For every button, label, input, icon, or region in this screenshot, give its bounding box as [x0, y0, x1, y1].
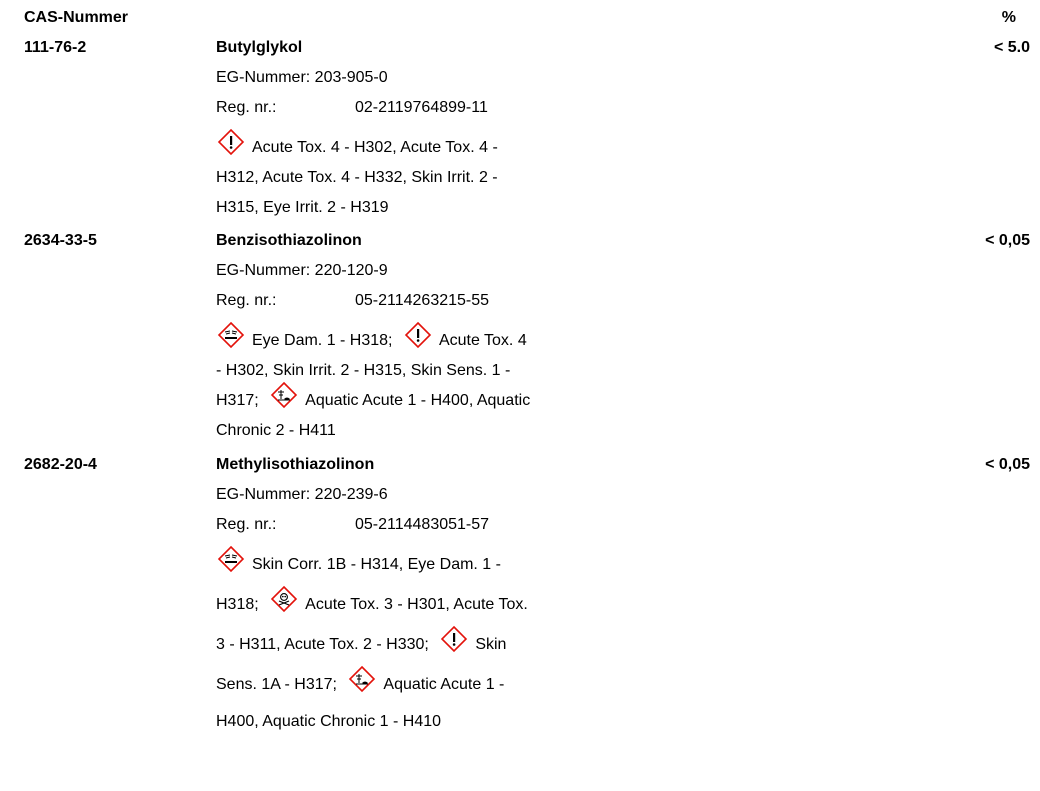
hazard-line — [0, 416, 1040, 446]
hazard-line — [0, 550, 1040, 580]
reg-number-value: 05-2114483051-57 — [355, 516, 490, 533]
eg-number-row — [0, 63, 1040, 93]
hazard-line — [0, 670, 1040, 700]
cas-number: 2682-20-4 — [24, 456, 97, 473]
hazard-text: Skin — [475, 636, 507, 653]
hazard-text: H318; — [216, 596, 259, 613]
hazard-text: Chronic 2 - H411 — [216, 422, 336, 439]
eg-number: EG-Nummer: 220-239-6 — [216, 486, 388, 503]
hazard-line — [0, 386, 1040, 416]
reg-number-row — [0, 510, 1040, 540]
hazard-text: 3 - H311, Acute Tox. 2 - H330; — [216, 636, 429, 653]
hazard-text: Acute Tox. 4 — [438, 332, 527, 349]
reg-number-row — [0, 286, 1040, 316]
substance-row — [0, 450, 1040, 480]
substance-row — [0, 33, 1040, 63]
ghs06-skull-crossbones-icon — [269, 584, 299, 614]
substance-name: Methylisothiazolinon — [216, 456, 375, 473]
hazard-text: - H302, Skin Irrit. 2 - H315, Skin Sens. 1 - — [216, 362, 511, 379]
eg-number-row — [0, 480, 1040, 510]
hazard-line — [0, 630, 1040, 660]
substance-row — [0, 226, 1040, 256]
substance-name: Butylglykol — [216, 39, 303, 56]
hazard-text: Aquatic Acute 1 - — [383, 676, 505, 693]
eg-number-row — [0, 256, 1040, 286]
hazard-line — [0, 590, 1040, 620]
hazard-text: H312, Acute Tox. 4 - H332, Skin Irrit. 2 - — [216, 169, 498, 186]
ghs07-exclamation-mark-icon — [403, 320, 433, 350]
hazard-text: H317; — [216, 392, 259, 409]
hazard-text: H400, Aquatic Chronic 1 - H410 — [216, 713, 442, 730]
cas-column-header: CAS-Nummer — [24, 9, 129, 26]
hazard-text: Eye Dam. 1 - H318; — [252, 332, 393, 349]
reg-number-label: Reg. nr.: — [216, 516, 277, 533]
ghs09-environment-icon — [347, 664, 377, 694]
substance-name: Benzisothiazolinon — [216, 232, 362, 249]
substance-percent: < 0,05 — [985, 456, 1030, 473]
hazard-line — [0, 356, 1040, 386]
hazard-text: H315, Eye Irrit. 2 - H319 — [216, 199, 389, 216]
substance-percent: < 5.0 — [993, 39, 1030, 56]
reg-number-row — [0, 93, 1040, 123]
table-header — [0, 3, 1040, 33]
eg-number: EG-Nummer: 203-905-0 — [216, 69, 388, 86]
hazard-text: Acute Tox. 3 - H301, Acute Tox. — [305, 596, 528, 613]
reg-number-value: 05-2114263215-55 — [355, 292, 490, 309]
cas-number: 2634-33-5 — [24, 232, 97, 249]
ghs05-corrosion-icon — [216, 320, 246, 350]
hazard-line — [0, 326, 1040, 356]
hazard-line — [0, 163, 1040, 193]
substance-percent: < 0,05 — [985, 232, 1030, 249]
ghs09-environment-icon — [269, 380, 299, 410]
hazard-line — [0, 133, 1040, 163]
reg-number-value: 02-2119764899-11 — [355, 99, 488, 116]
hazard-line — [0, 193, 1040, 223]
hazard-line — [0, 707, 1040, 737]
ghs07-exclamation-mark-icon — [439, 624, 469, 654]
hazard-text: Acute Tox. 4 - H302, Acute Tox. 4 - — [252, 139, 498, 156]
percent-column-header: % — [1001, 9, 1016, 26]
cas-number: 111-76-2 — [24, 39, 87, 56]
hazard-text: Aquatic Acute 1 - H400, Aquatic — [305, 392, 531, 409]
ghs05-corrosion-icon — [216, 544, 246, 574]
eg-number: EG-Nummer: 220-120-9 — [216, 262, 388, 279]
reg-number-label: Reg. nr.: — [216, 99, 277, 116]
ghs07-exclamation-mark-icon — [216, 127, 246, 157]
hazard-text: Skin Corr. 1B - H314, Eye Dam. 1 - — [252, 556, 501, 573]
hazard-text: Sens. 1A - H317; — [216, 676, 337, 693]
reg-number-label: Reg. nr.: — [216, 292, 277, 309]
